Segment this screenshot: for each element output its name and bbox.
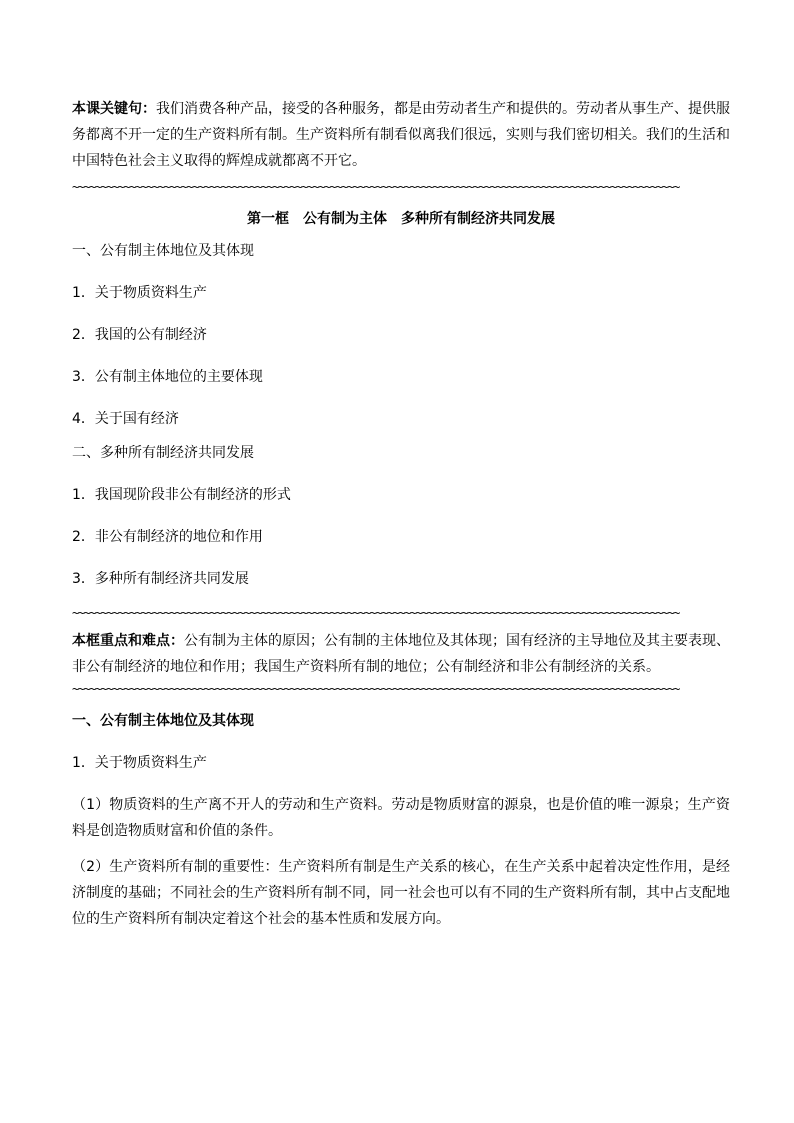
lesson-title: 第一框 公有制为主体 多种所有制经济共同发展 <box>247 211 555 227</box>
outline-item: 2．非公有制经济的地位和作用 <box>72 529 263 545</box>
key-points-label: 本框重点和难点： <box>72 633 184 649</box>
document-page <box>72 96 730 932</box>
content-subheading: 1．关于物质资料生产 <box>72 755 207 771</box>
outline-item: 1．我国现阶段非公有制经济的形式 <box>72 487 291 503</box>
intro-text: 我们消费各种产品，接受的各种服务，都是由劳动者生产和提供的。劳动者从事生产、提供服务都离不开一定的生产资料所有制。生产资料所有制看似离我们很远，实则与我们密切相关。我们的生活和中国特色社会主义取得的辉煌成就都离不开它。 <box>72 101 730 169</box>
content-paragraph-1: （1）物质资料的生产离不开人的劳动和生产资料。劳动是物质财富的源泉，也是价值的唯一源泉；生产资料是创造物质财富和价值的条件。 <box>72 797 730 839</box>
intro-paragraph <box>72 96 730 174</box>
separator-line: ~~~~~~~~~~~~~~~~~~~~~~~~~~~~~~~~~~~~~~~~~~~~~~~~~~~~~~~~~~~~~~~~~~~~~~~~~~~~~~~~~~~~~~~~~~~~~~~~~~~~~~~~~~ <box>72 682 679 696</box>
outline-item: 3．多种所有制经济共同发展 <box>72 571 249 587</box>
content-paragraph-2: （2）生产资料所有制的重要性：生产资料所有制是生产关系的核心，在生产关系中起着决定性作用，是经济制度的基础；不同社会的生产资料所有制不同，同一社会也可以有不同的生产资料所有制，其中占支配地位的生产资料所有制决定着这个社会的基本性质和发展方向。 <box>72 859 730 927</box>
content-heading: 一、公有制主体地位及其体现 <box>72 713 254 729</box>
key-points-paragraph <box>72 628 730 680</box>
key-points-text: 公有制为主体的原因；公有制的主体地位及其体现；国有经济的主导地位及其主要表现、非公有制经济的地位和作用；我国生产资料所有制的地位；公有制经济和非公有制经济的关系。 <box>72 633 730 675</box>
intro-label: 本课关键句： <box>72 101 156 117</box>
outline-section-2: 二、多种所有制经济共同发展 <box>72 445 254 461</box>
outline-item: 3．公有制主体地位的主要体现 <box>72 369 263 385</box>
outline-item: 2．我国的公有制经济 <box>72 327 207 343</box>
separator-line: ~~~~~~~~~~~~~~~~~~~~~~~~~~~~~~~~~~~~~~~~~~~~~~~~~~~~~~~~~~~~~~~~~~~~~~~~~~~~~~~~~~~~~~~~~~~~~~~~~~~~~~~~~~ <box>72 606 679 620</box>
outline-item: 1．关于物质资料生产 <box>72 285 207 301</box>
outline-item: 4．关于国有经济 <box>72 411 179 427</box>
separator-line: ~~~~~~~~~~~~~~~~~~~~~~~~~~~~~~~~~~~~~~~~~~~~~~~~~~~~~~~~~~~~~~~~~~~~~~~~~~~~~~~~~~~~~~~~~~~~~~~~~~~~~~~~~~ <box>72 180 679 194</box>
outline-section-1: 一、公有制主体地位及其体现 <box>72 243 254 259</box>
